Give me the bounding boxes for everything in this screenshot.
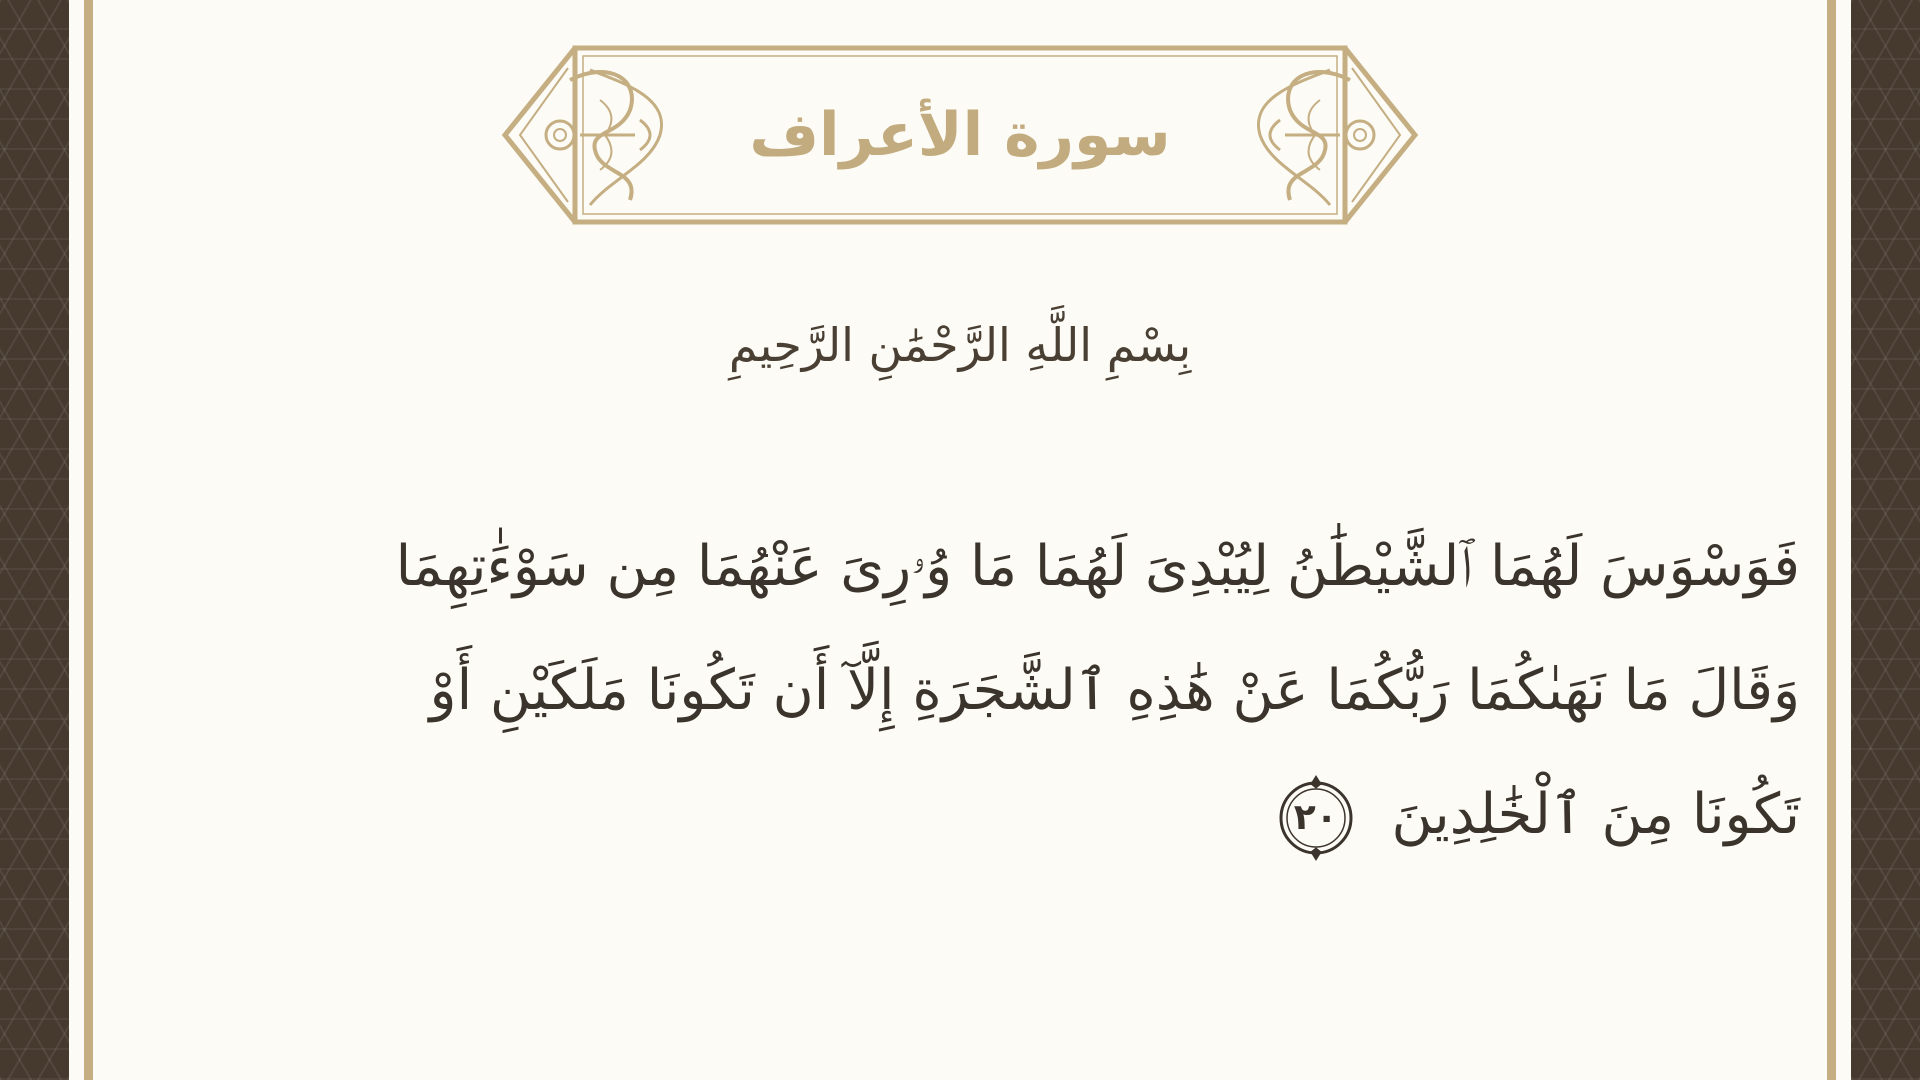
right-gold-rule [1827,0,1836,1080]
left-gold-rule [84,0,93,1080]
right-decorative-border [1851,0,1920,1080]
verse-text [240,505,1800,877]
verse-line-text: تَكُونَا مِنَ ٱلْخَٰلِدِينَ [1391,782,1800,847]
verse-line: وَقَالَ مَا نَهَىٰكُمَا رَبُّكُمَا عَنْ هَٰذِهِ ٱلشَّجَرَةِ إِلَّآ أَن تَكُونَا مَلَكَيْنِ أَوْ [429,658,1800,723]
left-decorative-border [0,0,69,1080]
ayah-marker [1272,774,1360,862]
basmala-calligraphy: بِسْمِ اللَّهِ الرَّحْمَٰنِ الرَّحِيمِ [728,318,1192,372]
verse-line-last [240,753,1800,877]
ayah-number: ٢٠ [1293,796,1338,838]
surah-name: سورة الأعراف [749,100,1171,170]
surah-title-frame [500,40,1420,230]
verse-line: فَوَسْوَسَ لَهُمَا ٱلشَّيْطَٰنُ لِيُبْدِىَ لَهُمَا مَا وُۥرِىَ عَنْهُمَا مِن سَوْءَٰتِهِمَا [395,534,1800,599]
